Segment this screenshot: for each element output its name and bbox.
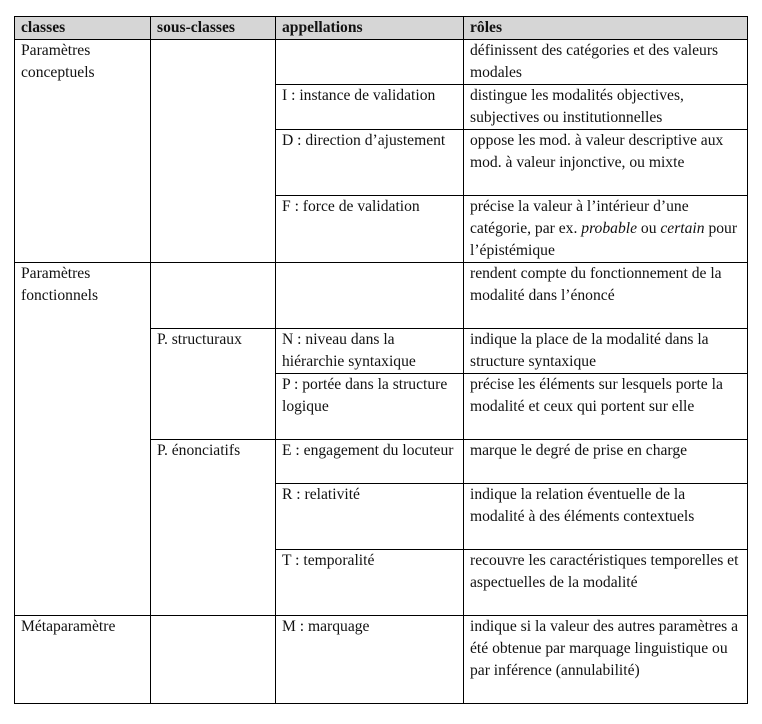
cell-sous-classe bbox=[151, 374, 276, 440]
cell-role: définissent des catégories et des valeurs modales bbox=[464, 40, 748, 85]
cell-appellation: N : niveau dans la hiérarchie syntaxique bbox=[276, 329, 464, 374]
cell-classe bbox=[15, 440, 151, 484]
cell-role: indique si la valeur des autres paramètres a été obtenue par marquage linguistique ou par inférence (annulabilité) bbox=[464, 616, 748, 704]
cell-sous-classe: P. structuraux bbox=[151, 329, 276, 374]
cell-classe: Paramètres fonctionnels bbox=[15, 263, 151, 329]
table-header-row bbox=[15, 17, 748, 40]
table-row bbox=[15, 40, 748, 85]
header-appellations: appellations bbox=[276, 17, 464, 40]
header-roles: rôles bbox=[464, 17, 748, 40]
table-row bbox=[15, 85, 748, 130]
role-text-e: pour l’épistémique bbox=[470, 220, 738, 259]
cell-sous-classe bbox=[151, 196, 276, 263]
cell-appellation: F : force de validation bbox=[276, 196, 464, 263]
role-text-probable: probable bbox=[581, 220, 637, 237]
table-row bbox=[15, 329, 748, 374]
table-row bbox=[15, 196, 748, 263]
cell-appellation: T : temporalité bbox=[276, 550, 464, 616]
cell-appellation: M : marquage bbox=[276, 616, 464, 704]
cell-sous-classe bbox=[151, 550, 276, 616]
cell-sous-classe bbox=[151, 85, 276, 130]
cell-classe bbox=[15, 85, 151, 130]
cell-classe bbox=[15, 550, 151, 616]
table-row bbox=[15, 616, 748, 704]
cell-classe bbox=[15, 374, 151, 440]
table-row bbox=[15, 440, 748, 484]
table-row bbox=[15, 374, 748, 440]
modality-parameters-table bbox=[14, 16, 748, 704]
cell-classe bbox=[15, 329, 151, 374]
cell-role: oppose les mod. à valeur descriptive aux mod. à valeur injonctive, ou mixte bbox=[464, 130, 748, 196]
cell-appellation: I : instance de validation bbox=[276, 85, 464, 130]
cell-sous-classe: P. énonciatifs bbox=[151, 440, 276, 484]
cell-appellation bbox=[276, 263, 464, 329]
cell-appellation: D : direction d’ajustement bbox=[276, 130, 464, 196]
cell-role: rendent compte du fonctionnement de la modalité dans l’énoncé bbox=[464, 263, 748, 329]
cell-appellation: R : relativité bbox=[276, 484, 464, 550]
cell-sous-classe bbox=[151, 616, 276, 704]
cell-role bbox=[464, 196, 748, 263]
role-text-a: précise la valeur à l’intérieur d’une catégorie, par ex. bbox=[470, 198, 689, 237]
table-row bbox=[15, 484, 748, 550]
cell-appellation: P : portée dans la structure logique bbox=[276, 374, 464, 440]
cell-role: indique la relation éventuelle de la modalité à des éléments contextuels bbox=[464, 484, 748, 550]
cell-sous-classe bbox=[151, 40, 276, 85]
header-sous-classes: sous-classes bbox=[151, 17, 276, 40]
cell-sous-classe bbox=[151, 263, 276, 329]
cell-role: distingue les modalités objectives, subjectives ou institutionnelles bbox=[464, 85, 748, 130]
cell-classe bbox=[15, 130, 151, 196]
cell-role: marque le degré de prise en charge bbox=[464, 440, 748, 484]
cell-appellation bbox=[276, 40, 464, 85]
cell-role: indique la place de la modalité dans la structure syntaxique bbox=[464, 329, 748, 374]
cell-sous-classe bbox=[151, 484, 276, 550]
role-text-c: ou bbox=[637, 220, 661, 237]
cell-appellation: E : engagement du locuteur bbox=[276, 440, 464, 484]
table-row bbox=[15, 130, 748, 196]
table-row bbox=[15, 263, 748, 329]
cell-classe bbox=[15, 196, 151, 263]
cell-role: précise les éléments sur lesquels porte la modalité et ceux qui portent sur elle bbox=[464, 374, 748, 440]
cell-classe: Paramètres conceptuels bbox=[15, 40, 151, 85]
role-text-certain: certain bbox=[660, 220, 705, 237]
cell-classe bbox=[15, 484, 151, 550]
cell-classe: Métaparamètre bbox=[15, 616, 151, 704]
header-classes: classes bbox=[15, 17, 151, 40]
cell-sous-classe bbox=[151, 130, 276, 196]
cell-role: recouvre les caractéristiques temporelles et aspectuelles de la modalité bbox=[464, 550, 748, 616]
table-row bbox=[15, 550, 748, 616]
